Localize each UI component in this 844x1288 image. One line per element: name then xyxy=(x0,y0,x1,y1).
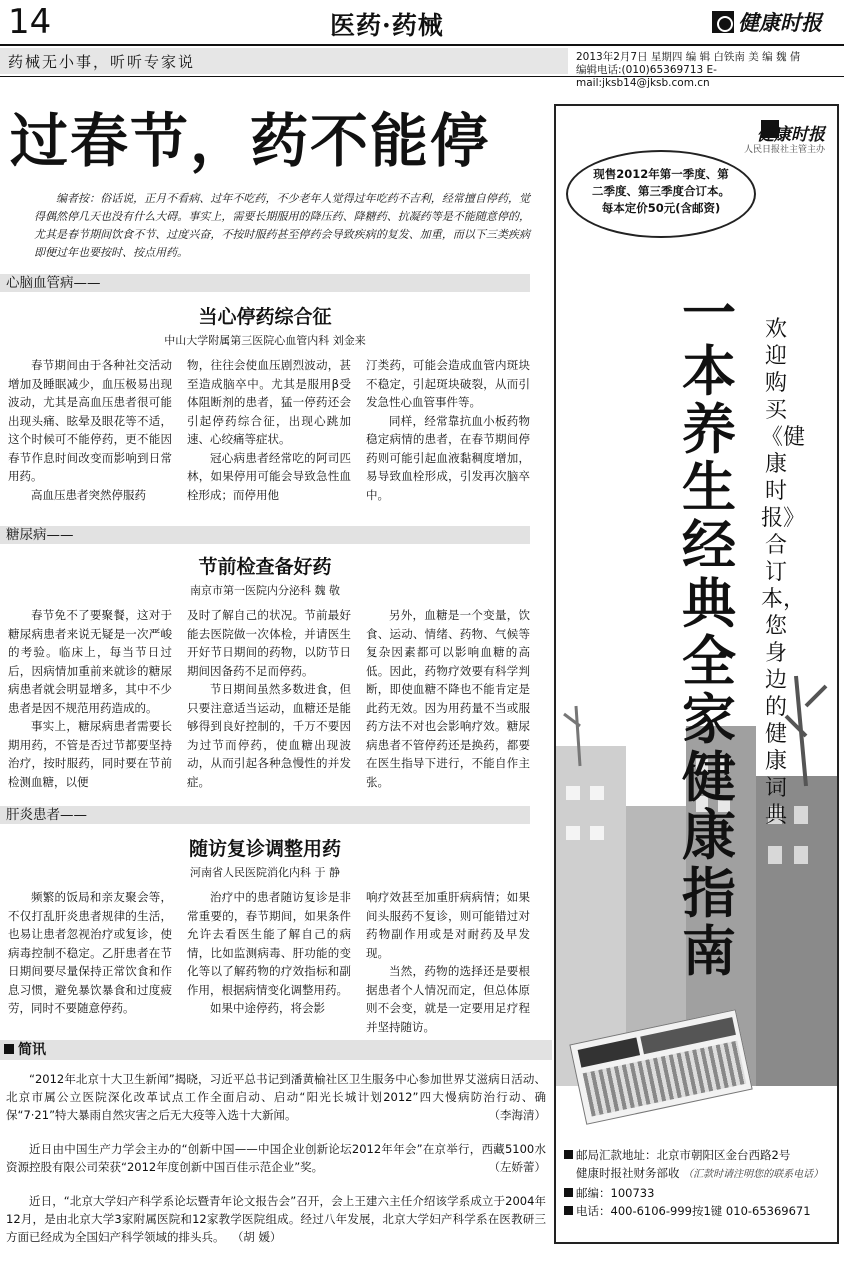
paragraph: 冠心病患者经常吃的阿司匹林，如果停用可能会导致急性血栓形成；而停用他 xyxy=(187,450,351,502)
postcode-text: 邮编：100733 xyxy=(576,1186,655,1200)
ad-contact-info xyxy=(564,1146,832,1220)
article-column xyxy=(8,888,172,1036)
main-headline: 过春节，药不能停 xyxy=(10,107,491,175)
article-body xyxy=(8,888,530,1036)
paragraph: 事实上，糖尿病患者需要长期用药，不管是否过节都要坚持治疗，按时服药，同时要在节前检测血糖，以便 xyxy=(8,719,172,789)
address-row xyxy=(564,1146,832,1164)
section-title: 医药·药械 xyxy=(330,11,444,40)
article-byline: 中山大学附属第三医院心血管内科 刘金来 xyxy=(164,334,366,347)
article-column xyxy=(366,606,530,791)
article-column xyxy=(366,888,530,1036)
square-bullet-icon xyxy=(564,1188,573,1197)
article-column xyxy=(8,356,172,504)
paragraph: 春节期间由于各种社交活动增加及睡眠减少，血压极易出现波动，尤其是高血压患者很可能出现头痛、眩晕及眼花等不适，这个时候可不能停药，更不能因春节作息时间改变而影响到日常用药。 xyxy=(8,358,172,483)
article-title: 随访复诊调整用药 xyxy=(188,838,341,860)
secondary-rule xyxy=(0,76,844,77)
article-body xyxy=(8,606,530,791)
address-dept: 健康时报社财务部收 xyxy=(576,1166,680,1180)
article-column xyxy=(187,356,351,504)
newspaper-logo xyxy=(712,8,842,36)
article-body xyxy=(8,356,530,504)
contact-line: 编辑电话:(010)65369713 E-mail:jksb14@jksb.com.cn xyxy=(576,64,717,89)
logo-text: 健康时报 xyxy=(738,10,822,35)
ad-logo-subtitle: 人民日报社主管主办 xyxy=(743,145,825,155)
address-note: （汇款时请注明您的联系电话） xyxy=(683,1169,824,1180)
paragraph: 物，往往会使血压剧烈波动，甚至造成脑卒中。尤其是服用β受体阻断剂的患者，猛一停药还会引起停药综合征，出现心跳加速、心绞痛等症状。 xyxy=(187,358,351,446)
phone-text: 电话：400-6106-999按1键 010-65369671 xyxy=(576,1204,811,1218)
category-hepatitis: 肝炎患者—— xyxy=(0,806,530,824)
postcode-row xyxy=(564,1184,832,1202)
square-bullet-icon xyxy=(564,1206,573,1215)
article-column xyxy=(366,356,530,504)
ad-price-oval: 现售2012年第一季度、第二季度、第三季度合订本。每本定价50元(含邮资) xyxy=(566,150,756,238)
logo-mark-icon xyxy=(712,11,734,33)
slogan: 药械无小事，听听专家说 xyxy=(8,53,196,71)
paragraph: 响疗效甚至加重肝病病情；如果间头服药不复诊，则可能错过对药物副作用或是对耐药及早发现。 xyxy=(366,890,530,960)
brief-item xyxy=(6,1070,546,1124)
brief-text: 近日由中国生产力学会主办的“创新中国——中国企业创新论坛2012年年会”在京举行，西藏5100水资源控股有限公司荣获“2012年度创新中国百佳示范企业”奖。 xyxy=(6,1142,546,1174)
address-row-2 xyxy=(564,1164,832,1184)
brief-label: 简讯 xyxy=(18,1042,46,1058)
article-column xyxy=(187,606,351,791)
brief-text: “2012年北京十大卫生新闻”揭晓，习近平总书记到潘黄榆社区卫生服务中心参加世界艾滋病日活动、北京市属公立医院深化改革试点工作全面启动、启动“阳光长城计划2012”四大慢病防治行动、确保“7·21”特大暴雨自然灾害之后无大疫等入选十大新闻。 xyxy=(6,1072,546,1122)
brief-author: （左娇蕾） xyxy=(488,1160,546,1174)
paragraph: 频繁的饭局和亲友聚会等，不仅打乱肝炎患者规律的生活，也易让患者忽视治疗或复诊，使病毒控制不稳定。乙肝患者在节日期间要尽量保持正常饮食和作息习惯，避免暴饮暴食和过度疲劳，同时不要随意停药。 xyxy=(8,890,172,1015)
article-byline: 河南省人民医院消化内科 于 静 xyxy=(190,866,340,879)
paragraph: 汀类药，可能会造成血管内斑块不稳定，引起斑块破裂，从而引发急性心血管事件等。 xyxy=(366,358,530,409)
brief-item xyxy=(6,1192,546,1246)
article-column xyxy=(187,888,351,1036)
paragraph: 高血压患者突然停服药 xyxy=(31,487,146,502)
category-diabetes: 糖尿病—— xyxy=(0,526,530,544)
paragraph: 节日期间虽然多数进食，但只要注意适当运动，血糖还是能够得到良好控制的，千万不要因为过节而停药，使血糖出现波动，从而引起各种急慢性的并发症。 xyxy=(187,682,351,789)
article-title: 节前检查备好药 xyxy=(198,556,332,578)
page-number: 14 xyxy=(8,2,52,42)
paragraph: 及时了解自己的状况。节前最好能去医院做一次体检，并请医生开好节日期间的药物，以防节日期间因备药不足而停药。 xyxy=(187,608,351,678)
address-text: 邮局汇款地址：北京市朝阳区金台西路2号 xyxy=(576,1148,791,1162)
ad-logo: 健康时报 xyxy=(757,125,825,145)
paragraph: 同样，经常靠抗血小板药物稳定病情的患者，在春节期间停药则可能引起血液黏稠度增加，易导致血栓形成，引发再次脑卒中。 xyxy=(366,413,530,502)
paragraph: 春节免不了要聚餐，这对于糖尿病患者来说无疑是一次严峻的考验。临床上，每当节日过后，因病情加重前来就诊的糖尿病患者就会明显增多，其中不少患者是因不规范用药造成的。 xyxy=(8,608,172,715)
editor-note: 编者按：俗话说，正月不看病、过年不吃药，不少老年人觉得过年吃药不吉利，经常擅自停药，觉得偶然停几天也没有什么大碍。事实上，需要长期服用的降压药、降糖药、抗凝药等是不能随意停的，尤其是春节期间饮食不节、过度兴奋，不按时服药甚至停药会导致疾病的复发、加重，而以下三类疾病即便过年也要按时、按点用药。 xyxy=(34,192,530,259)
brief-author: （李海清） xyxy=(488,1108,546,1122)
subscription-advertisement xyxy=(554,104,839,1244)
square-bullet-icon xyxy=(4,1044,14,1054)
paragraph: 治疗中的患者随访复诊是非常重要的，春节期间，如果条件允许去看医生能了解自己的病情，比如监测病毒、肝功能的变化等以了解药物的疗效指标和副作用，根据病情变化调整用药。 xyxy=(187,890,351,997)
brief-item xyxy=(6,1140,546,1176)
ad-big-slogan: 一本养生经典 全家健康指南 xyxy=(682,281,736,983)
ad-side-slogan: 欢迎购买《健康时报》合订本，您身边的健康词典 xyxy=(761,317,806,828)
date-editor-line: 2013年2月7日 星期四 编 辑 白铁南 美 编 魏 倩 xyxy=(576,51,801,63)
article-title: 当心停药综合征 xyxy=(198,306,332,328)
paragraph: 另外，血糖是一个变量，饮食、运动、情绪、药物、气候等复杂因素都可以影响血糖的高低。因此，药物疗效要有科学判断，即使血糖不降也不能肯定是此药无效。因为用药量不当或服药方法不对也会影响疗效。糖尿病患者不管停药还是换药，都要在医生指导下进行，不能自作主张。 xyxy=(366,608,530,789)
brief-author: （胡 媛） xyxy=(231,1230,282,1244)
phone-row xyxy=(564,1202,832,1220)
paragraph: 如果中途停药，将会影 xyxy=(210,1001,325,1015)
paragraph: 当然，药物的选择还是要根据患者个人情况而定，但总体原则不会变，就是一定要用足疗程并坚持随访。 xyxy=(366,964,530,1034)
article-column xyxy=(8,606,172,791)
brief-news-header xyxy=(0,1040,552,1060)
top-rule xyxy=(0,44,844,46)
category-cardio: 心脑血管病—— xyxy=(0,274,530,292)
article-byline: 南京市第一医院内分泌科 魏 敬 xyxy=(190,584,340,597)
square-bullet-icon xyxy=(564,1150,573,1159)
brief-text: 近日，“北京大学妇产科学系论坛暨青年论文报告会”召开，会上王建六主任介绍该学系成立于2004年12月，是由北京大学3家附属医院和12家教学医院组成。经过八年发展，北京大学妇产科学系在医教研三方面已经成为全国妇产科学领域的排头兵。 xyxy=(6,1194,546,1244)
